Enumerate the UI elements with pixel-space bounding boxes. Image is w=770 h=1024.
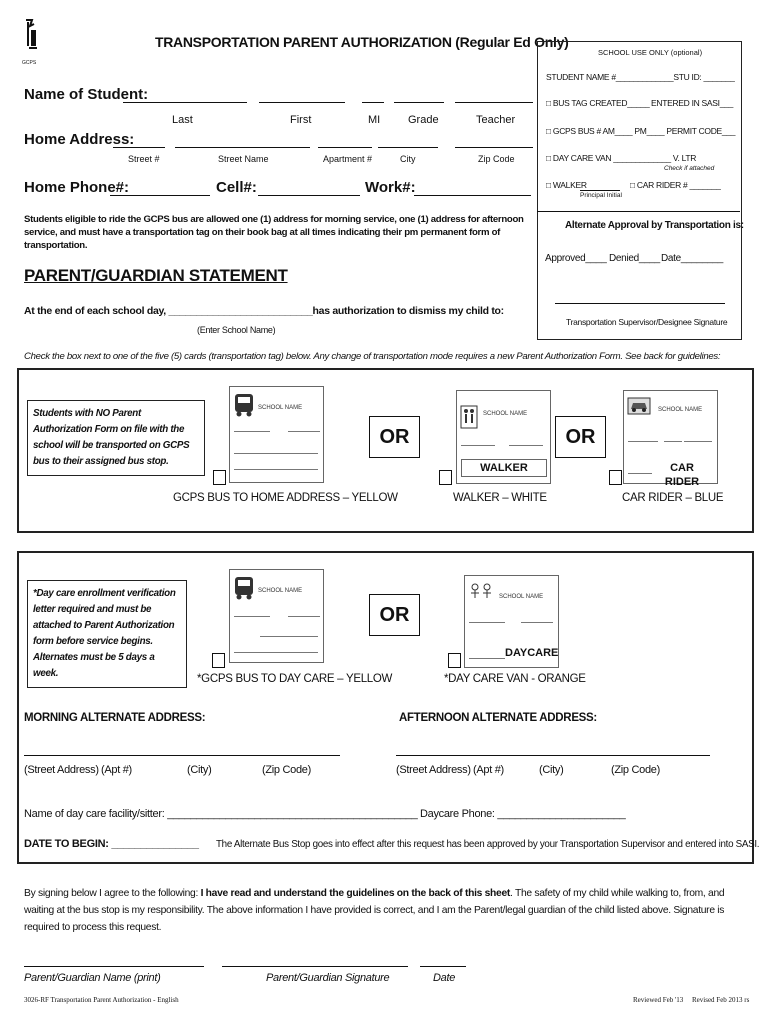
mi-field[interactable]	[362, 102, 384, 103]
card-school-name: SCHOOL NAME	[499, 594, 544, 600]
bus-home-checkbox[interactable]	[213, 470, 226, 485]
first-label: First	[290, 114, 312, 126]
street-name-field[interactable]	[175, 147, 310, 148]
grade-label: Grade	[408, 114, 439, 126]
home-phone-label: Home Phone#:	[24, 179, 130, 196]
children-icon	[469, 582, 495, 602]
name-of-student-label: Name of Student:	[24, 86, 149, 103]
no-auth-note: Students with NO Parent Authorization Form on file with the school will be transported on GCPS bus to their assigned bus stop.	[27, 400, 205, 476]
home-address-label: Home Address:	[24, 131, 135, 148]
zip-label: Zip Code	[478, 154, 515, 164]
daycare-phone-field[interactable]: Daycare Phone: ______________________	[420, 808, 626, 820]
alt-effect-note: The Alternate Bus Stop goes into effect after this request has been approved by your Transportation Supervisor and entered into SASI.	[216, 839, 760, 850]
walker-card	[456, 390, 551, 484]
agreement-bold: I have read and understand the guidelines on the back of this sheet	[200, 888, 511, 899]
parent-signature-field[interactable]	[222, 966, 408, 967]
check-if-attached: Check if attached	[664, 165, 715, 172]
morning-apt-label: (Apt #)	[101, 764, 132, 776]
agreement-rest: . The safety of my child while walking to, from, and waiting at the bus stop is my responsibility. The above information I have provided is correct, and I am the Parent/legal guardian of the child listed above. Signature is required to process this request.	[24, 888, 725, 933]
teacher-field[interactable]	[455, 102, 533, 103]
card-school-name: SCHOOL NAME	[258, 588, 303, 594]
bus-daycare-card	[229, 569, 324, 663]
grade-field[interactable]	[394, 102, 444, 103]
alt-approval-heading: Alternate Approval by Transportation is:	[565, 220, 744, 231]
morning-city-label: (City)	[187, 764, 212, 776]
date-field[interactable]: Date________	[661, 253, 724, 264]
daycare-van-label: *DAY CARE VAN - ORANGE	[444, 673, 586, 685]
form-id: 3026-RF Transportation Parent Authorization - English	[24, 996, 179, 1004]
parent-signature-label: Parent/Guardian Signature	[266, 972, 390, 984]
street-number-field[interactable]	[113, 147, 165, 148]
car-rider-card	[623, 390, 718, 488]
gcps-logo	[22, 18, 44, 70]
walker-icon	[460, 405, 478, 429]
entered-in-sasi[interactable]: ENTERED IN SASI___	[651, 98, 733, 108]
daycare-van-checkbox[interactable]	[448, 653, 461, 668]
afternoon-city-label: (City)	[539, 764, 564, 776]
agreement-prefix: By signing below I agree to the following:	[24, 888, 201, 899]
logo-text: GCPS	[22, 60, 37, 66]
bus-daycare-checkbox[interactable]	[212, 653, 225, 668]
morning-address-field[interactable]	[24, 755, 340, 756]
zip-field[interactable]	[455, 147, 533, 148]
last-label: Last	[172, 114, 193, 126]
car-rider-tag: CAR RIDER	[652, 461, 712, 475]
bus-home-card	[229, 386, 324, 483]
daycare-facility-field[interactable]: Name of day care facility/sitter: ___________________________________________	[24, 808, 418, 820]
principal-initial-label: Principal Initial	[580, 192, 622, 199]
office-divider	[537, 211, 740, 212]
approved-field[interactable]: Approved____	[545, 253, 607, 264]
afternoon-street-label: (Street Address)	[396, 764, 471, 776]
card-school-name: SCHOOL NAME	[483, 411, 528, 417]
cell-field[interactable]	[258, 195, 360, 196]
apartment-label: Apartment #	[323, 154, 373, 164]
afternoon-alt-heading: AFTERNOON ALTERNATE ADDRESS:	[399, 712, 597, 724]
work-label: Work#:	[365, 179, 416, 196]
daycare-tag: DAYCARE	[505, 647, 559, 659]
afternoon-apt-label: (Apt #)	[473, 764, 504, 776]
daycare-van-card	[464, 575, 559, 668]
revision-note: Reviewed Feb '13 Revised Feb 2013 rs	[633, 996, 750, 1004]
school-name-hint: (Enter School Name)	[197, 325, 276, 335]
teacher-label: Teacher	[476, 114, 516, 126]
instructions: Check the box next to one of the five (5) cards (transportation tag) below. Any change of transportation mode requires a new Parent Authorization Form. See back for guidelines:	[24, 351, 721, 362]
mi-label: MI	[368, 114, 381, 126]
parent-name-field[interactable]	[24, 966, 204, 967]
morning-alt-heading: MORNING ALTERNATE ADDRESS:	[24, 712, 206, 724]
supervisor-signature-field[interactable]	[555, 303, 725, 304]
street-name-label: Street Name	[218, 154, 269, 164]
card-school-name: SCHOOL NAME	[658, 407, 703, 413]
street-number-label: Street #	[128, 154, 160, 164]
home-phone-field[interactable]	[110, 195, 210, 196]
last-name-field[interactable]	[123, 102, 247, 103]
date-to-begin-field[interactable]: DATE TO BEGIN: _______________	[24, 838, 199, 850]
walker-tag: WALKER	[461, 459, 547, 477]
bus-tag-created[interactable]: □ BUS TAG CREATED_____	[546, 98, 650, 108]
afternoon-zip-label: (Zip Code)	[611, 764, 660, 776]
apartment-field[interactable]	[318, 147, 372, 148]
car-icon	[627, 397, 651, 415]
walker-line[interactable]: □ WALKER	[546, 180, 587, 190]
afternoon-address-field[interactable]	[396, 755, 710, 756]
work-field[interactable]	[414, 195, 531, 196]
school-bus-icon	[233, 575, 255, 601]
school-use-box	[537, 41, 742, 340]
day-care-van-line[interactable]: □ DAY CARE VAN _____________ V. LTR	[546, 153, 697, 163]
bus-home-label: GCPS BUS TO HOME ADDRESS – YELLOW	[173, 492, 398, 504]
form-title: TRANSPORTATION PARENT AUTHORIZATION (Regular Ed Only)	[155, 34, 569, 50]
walker-label: WALKER – WHITE	[453, 492, 547, 504]
city-field[interactable]	[378, 147, 438, 148]
cell-label: Cell#:	[216, 179, 257, 196]
first-name-field[interactable]	[259, 102, 345, 103]
walker-checkbox[interactable]	[439, 470, 452, 485]
parent-name-label: Parent/Guardian Name (print)	[24, 972, 161, 984]
eligibility-note: Students eligible to ride the GCPS bus are allowed one (1) address for morning service, one (1) address for afternoon service, and must have a transportation tag on their book bag at all times indicating their pm permanent form of transportation.	[24, 214, 524, 251]
dismiss-line: At the end of each school day, __________________________has authorization to dismiss my child to:	[24, 305, 504, 317]
bus-daycare-label: *GCPS BUS TO DAY CARE – YELLOW	[197, 673, 393, 685]
parent-statement-heading: PARENT/GUARDIAN STATEMENT	[24, 266, 288, 285]
city-label: City	[400, 154, 416, 164]
morning-zip-label: (Zip Code)	[262, 764, 311, 776]
date-label: Date	[433, 972, 456, 984]
supervisor-signature-label: Transportation Supervisor/Designee Signature	[566, 317, 728, 327]
car-rider-line[interactable]: □ CAR RIDER # _______	[630, 180, 721, 190]
school-bus-icon	[233, 392, 255, 418]
principal-initial-line	[580, 190, 620, 191]
or-separator-2: OR	[555, 416, 606, 458]
signature-agreement	[24, 885, 744, 936]
or-separator-1: OR	[369, 416, 420, 458]
day-care-note: *Day care enrollment verification letter required and must be attached to Parent Authorization form before service begins. Alternates must be 5 days a week.	[27, 580, 187, 688]
morning-street-label: (Street Address)	[24, 764, 99, 776]
card-school-name: SCHOOL NAME	[258, 405, 303, 411]
student-name-id-line: STUDENT NAME #_____________STU ID: _______	[546, 72, 735, 82]
car-rider-label: CAR RIDER – BLUE	[622, 492, 724, 504]
school-use-heading: SCHOOL USE ONLY (optional)	[598, 48, 703, 57]
or-separator-3: OR	[369, 594, 420, 636]
signature-date-field[interactable]	[420, 966, 466, 967]
gcps-bus-line[interactable]: □ GCPS BUS # AM____ PM____ PERMIT CODE___	[546, 126, 736, 136]
denied-field[interactable]: Denied____	[609, 253, 660, 264]
car-rider-checkbox[interactable]	[609, 470, 622, 485]
